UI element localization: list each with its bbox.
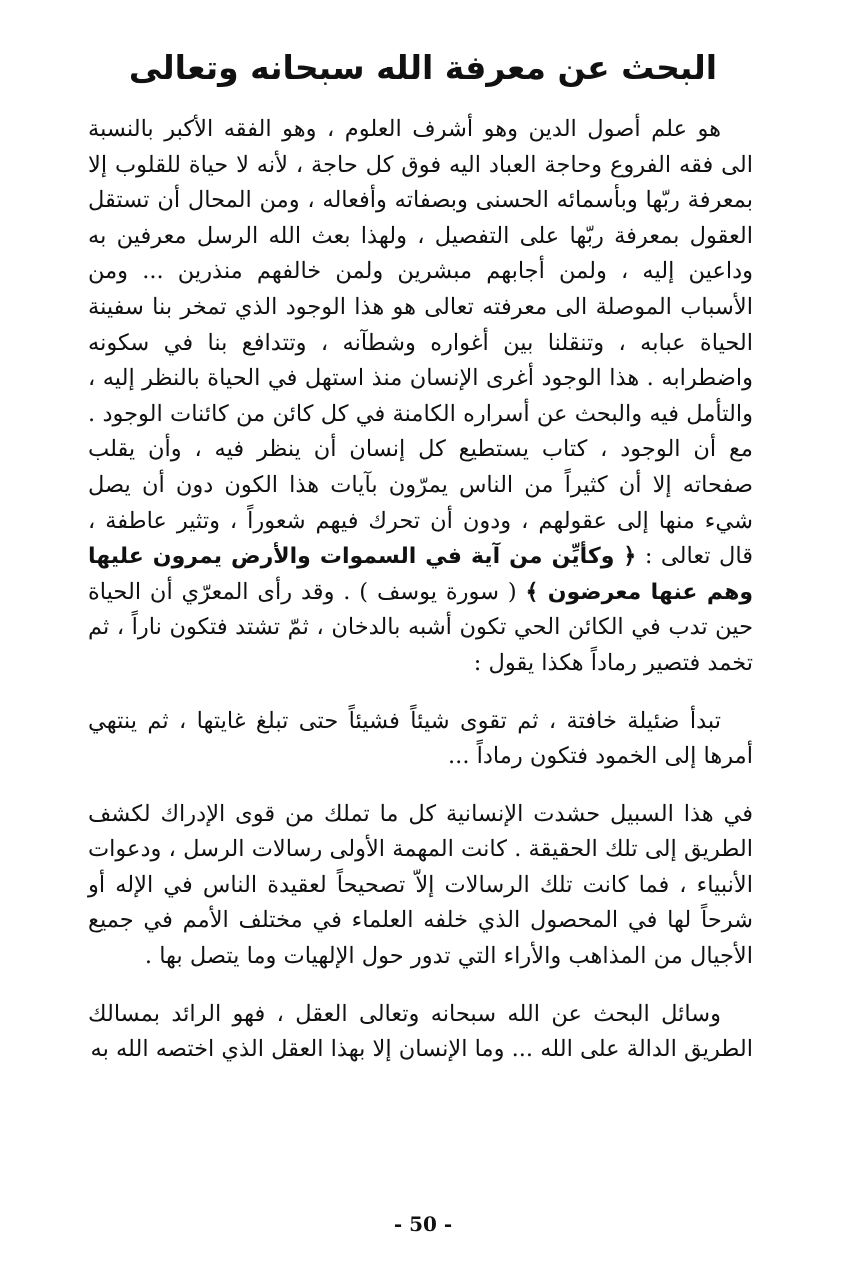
paragraph-1-continuation: ( سورة يوسف ) . وقد رأى المعرّي أن الحياة حين تدب في الكائن الحي تكون أشبه بالدخان ، ثمّ تشتد فتكون ناراً ، ثم تخمد فتصير رماداً هكذا يقول : [88,578,753,676]
page-number: - 50 - [393,1212,453,1236]
quran-verse: ﴿ وكأيِّن من آية في السموات والأرض يمرون عليها وهم عنها معرضون ﴾ [88,544,754,605]
paragraph-2: تبدأ ضئيلة خافتة ، ثم تقوى شيئاً فشيئاً حتى تبلغ غايتها ، ثم ينتهي أمرها إلى الخمود فتكون رماداً ... [88,707,753,770]
paragraph-4: وسائل البحث عن الله سبحانه وتعالى العقل ، فهو الرائد بمسالك الطريق الدالة على الله ... وما الإنسان إلا بهذا العقل الذي اختصه الله به [88,1000,753,1063]
body-text [88,112,753,1068]
paragraph-1-text: هو علم أصول الدين وهو أشرف العلوم ، وهو الفقه الأكبر بالنسبة الى فقه الفروع وحاجة العباد اليه فوق كل حاجة ، لأنه لا حياة للقلوب إلا بمعرفة ربّها وبأسمائه الحسنى وبصفاته وأفعاله ، ومن المحال أن تستقل العقول بمعرفة ربّها على التفصيل ، ولهذا بعث الله الرسل معرفين به وداعين إليه ، ولمن أجابهم مبشرين ولمن خالفهم منذرين ... ومن الأسباب الموصلة الى معرفته تعالى هو هذا الوجود الذي تمخر بنا سفينة الحياة عبابه ، وتنقلنا بين أغواره وشطآنه ، وتتدافع بنا في سكونه واضطرابه . هذا الوجود أغرى الإنسان منذ استهل في الحياة بالنظر إليه ، والتأمل فيه والبحث عن أسراره الكامنة في كل كائن من كائنات الوجود . مع أن الوجود ، كتاب يستطيع كل إنسان أن ينظر فيه ، وأن يقلب صفحاته إلا أن كثيراً من الناس يمرّون بآيات هذا الكون دون أن يصل شيء منها إلى عقولهم ، ودون أن تحرك فيهم شعوراً ، وتثير عاطفة ، قال تعالى : [88,116,753,570]
paragraph-1 [88,112,753,682]
chapter-title: البحث عن معرفة الله سبحانه وتعالى [128,48,718,87]
paragraph-3: في هذا السبيل حشدت الإنسانية كل ما تملك من قوى الإدراك لكشف الطريق إلى تلك الحقيقة . كانت المهمة الأولى رسالات الرسل ، ودعوات الأنبياء ، فما كانت تلك الرسالات إلاّ تصحيحاً لعقيدة الناس في الإله أو شرحاً لها في المحصول الذي خلفه العلماء في مختلف الأمم في جميع الأجيال من المذاهب والأراء التي تدور حول الإلهيات وما يتصل بها . [88,800,753,970]
